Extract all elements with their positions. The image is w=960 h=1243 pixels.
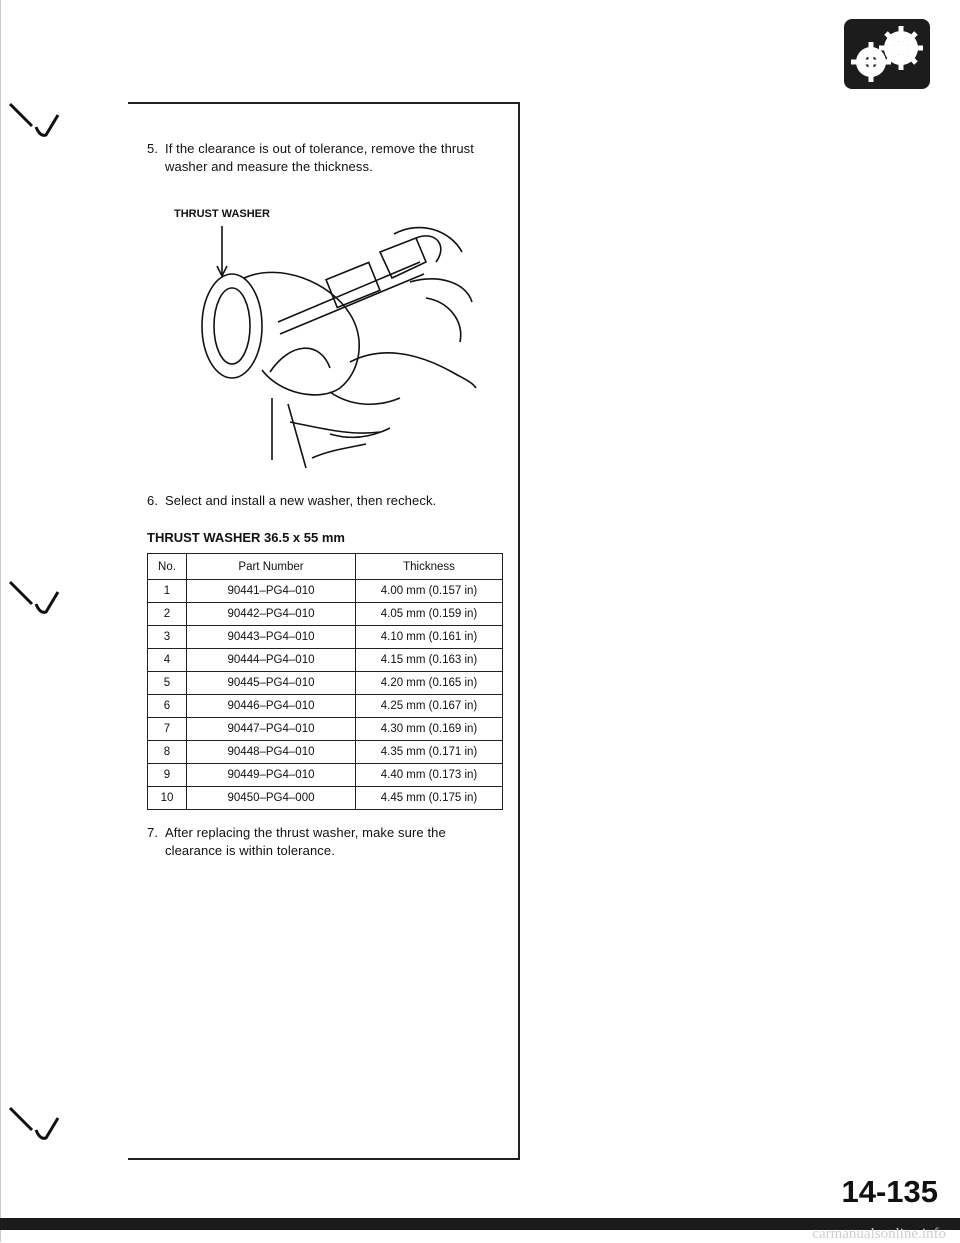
- cell-thickness: 4.20 mm (0.165 in): [356, 672, 503, 695]
- column-header-no: No.: [148, 554, 187, 580]
- cell-thickness: 4.25 mm (0.167 in): [356, 695, 503, 718]
- cell-part-number: 90447–PG4–010: [187, 718, 356, 741]
- step-5: [147, 140, 515, 176]
- table-row: [148, 672, 503, 695]
- step-text: After replacing the thrust washer, make sure the: [165, 825, 446, 840]
- table-row: [148, 787, 503, 810]
- step-text: If the clearance is out of tolerance, remove the thrust: [165, 141, 474, 156]
- column-header-thickness: Thickness: [356, 554, 503, 580]
- step-number: 5.: [147, 141, 159, 156]
- table-header-row: [148, 554, 503, 580]
- watermark: carmanualsonline.info: [812, 1226, 946, 1242]
- binding-corner-mark-icon: [8, 580, 34, 606]
- cell-part-number: 90442–PG4–010: [187, 603, 356, 626]
- step-7: [147, 824, 515, 860]
- check-mark-icon: [34, 1116, 60, 1142]
- step-text: Select and install a new washer, then recheck.: [165, 493, 437, 508]
- cell-part-number: 90450–PG4–000: [187, 787, 356, 810]
- table-row: [148, 580, 503, 603]
- content-frame-right-rule: [518, 102, 520, 1160]
- table-row: [148, 649, 503, 672]
- cell-part-number: 90446–PG4–010: [187, 695, 356, 718]
- cell-part-number: 90449–PG4–010: [187, 764, 356, 787]
- cell-no: 5: [148, 672, 187, 695]
- cell-no: 4: [148, 649, 187, 672]
- table-title: THRUST WASHER 36.5 x 55 mm: [147, 530, 345, 545]
- cell-thickness: 4.00 mm (0.157 in): [356, 580, 503, 603]
- page-number: 14-135: [841, 1174, 938, 1209]
- step-number: 6.: [147, 493, 159, 508]
- cell-no: 8: [148, 741, 187, 764]
- cell-no: 2: [148, 603, 187, 626]
- table-row: [148, 603, 503, 626]
- micrometer-illustration: [180, 222, 480, 474]
- cell-thickness: 4.45 mm (0.175 in): [356, 787, 503, 810]
- left-margin-rule: [0, 0, 1, 1242]
- step-text: clearance is within tolerance.: [165, 843, 335, 858]
- table-row: [148, 764, 503, 787]
- cell-part-number: 90443–PG4–010: [187, 626, 356, 649]
- cell-no: 1: [148, 580, 187, 603]
- cell-part-number: 90444–PG4–010: [187, 649, 356, 672]
- step-number: 7.: [147, 825, 159, 840]
- cell-thickness: 4.05 mm (0.159 in): [356, 603, 503, 626]
- step-text: washer and measure the thickness.: [165, 159, 373, 174]
- binding-corner-mark-icon: [8, 102, 34, 128]
- content-frame-bottom-rule: [128, 1158, 520, 1160]
- illustration-callout-label: THRUST WASHER: [174, 208, 270, 220]
- table-row: [148, 626, 503, 649]
- cell-no: 6: [148, 695, 187, 718]
- cell-thickness: 4.15 mm (0.163 in): [356, 649, 503, 672]
- step-6: [147, 492, 515, 510]
- cell-no: 7: [148, 718, 187, 741]
- check-mark-icon: [34, 113, 60, 139]
- cell-part-number: 90445–PG4–010: [187, 672, 356, 695]
- table-row: [148, 741, 503, 764]
- cell-thickness: 4.40 mm (0.173 in): [356, 764, 503, 787]
- cell-thickness: 4.35 mm (0.171 in): [356, 741, 503, 764]
- gear-icon: [843, 18, 931, 90]
- table-row: [148, 695, 503, 718]
- binding-corner-mark-icon: [8, 1106, 34, 1132]
- content-frame-top-rule: [128, 102, 520, 104]
- table-row: [148, 718, 503, 741]
- cell-part-number: 90441–PG4–010: [187, 580, 356, 603]
- thrust-washer-table: [147, 553, 503, 810]
- cell-part-number: 90448–PG4–010: [187, 741, 356, 764]
- check-mark-icon: [34, 590, 60, 616]
- cell-thickness: 4.10 mm (0.161 in): [356, 626, 503, 649]
- cell-no: 3: [148, 626, 187, 649]
- column-header-part-number: Part Number: [187, 554, 356, 580]
- cell-no: 9: [148, 764, 187, 787]
- cell-thickness: 4.30 mm (0.169 in): [356, 718, 503, 741]
- cell-no: 10: [148, 787, 187, 810]
